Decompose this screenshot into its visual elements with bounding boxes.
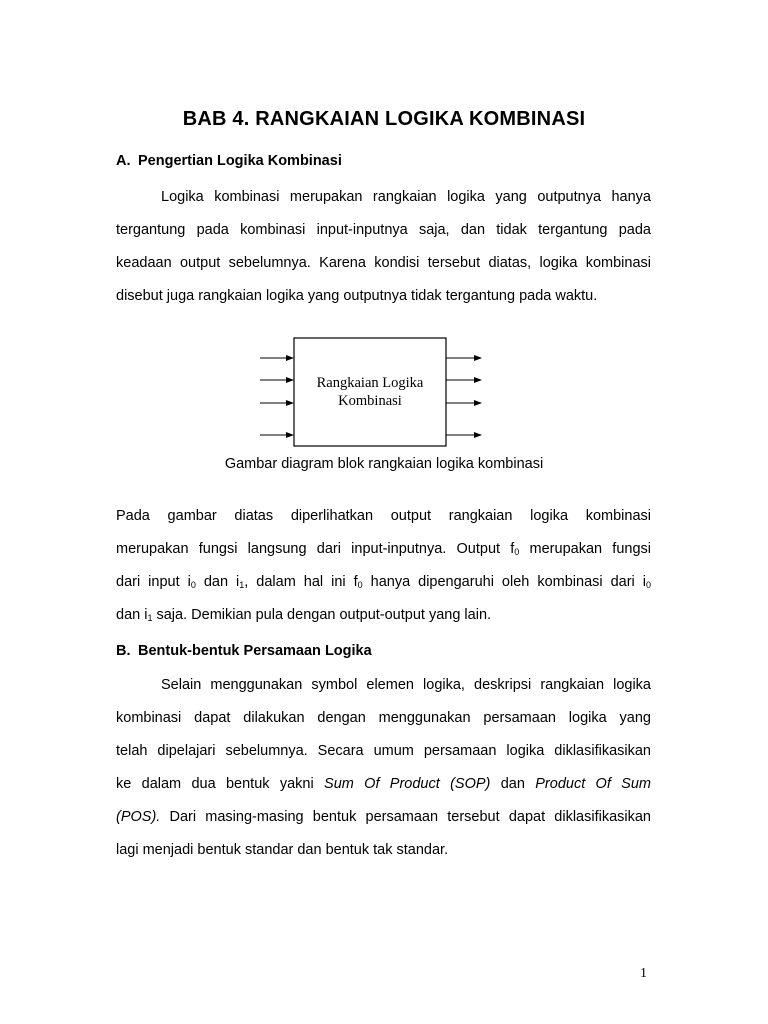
figure-caption: Gambar diagram blok rangkaian logika kombinasi: [224, 456, 544, 472]
paragraph-line: keadaan output sebelumnya. Karena kondisi tersebut diatas, logika kombinasi: [116, 255, 651, 271]
section-b-heading-text: Bentuk-bentuk Persamaan Logika: [138, 643, 372, 659]
paragraph-line: tergantung pada kombinasi input-inputnya saja, dan tidak tergantung pada: [116, 222, 651, 238]
section-b-heading: [116, 643, 372, 659]
logic-block-label-line: Kombinasi: [338, 393, 402, 409]
section-b-letter: B.: [116, 643, 131, 659]
paragraph-line: (POS). Dari masing-masing bentuk persamaan tersebut dapat diklasifikasikan: [116, 809, 651, 825]
subscript: 0: [190, 580, 196, 590]
diagram-explanation-paragraph: [116, 500, 651, 632]
subscript: 1: [147, 613, 153, 623]
paragraph-line: disebut juga rangkaian logika yang outputnya tidak tergantung pada waktu.: [116, 288, 598, 304]
paragraph-line: Logika kombinasi merupakan rangkaian logika yang outputnya hanya: [161, 189, 651, 205]
section-a-heading: [116, 153, 342, 169]
subscript: 0: [514, 547, 520, 557]
pos-term: Product Of Sum: [535, 776, 651, 792]
subscript: 1: [239, 580, 245, 590]
paragraph-line: lagi menjadi bentuk standar dan bentuk tak standar.: [116, 842, 449, 858]
subscript: 0: [645, 580, 651, 590]
section-a-heading-text: Pengertian Logika Kombinasi: [138, 153, 342, 169]
page-number: 1: [640, 966, 647, 981]
section-a-letter: A.: [116, 153, 131, 169]
pos-term: (POS).: [116, 809, 161, 825]
logic-block-label: [295, 374, 445, 410]
section-b-paragraph: [116, 669, 651, 867]
paragraph-line: Selain menggunakan symbol elemen logika, deskripsi rangkaian logika: [161, 677, 651, 693]
section-a-paragraph: [116, 181, 651, 313]
paragraph-line: dan $i_1$ saja. Demikian pula dengan output-output yang lain.: [116, 607, 492, 623]
paragraph-line: dari input $i_0$ dan $i_1$, dalam hal ini $f_0$ hanya dipengaruhi oleh kombinasi dari $i_0$: [116, 574, 651, 590]
logic-block-label-line: Rangkaian Logika: [316, 375, 424, 391]
paragraph-line: ke dalam dua bentuk yakni Sum Of Product (SOP) dan Product Of Sum: [116, 776, 651, 792]
paragraph-line: kombinasi dapat dilakukan dengan menggunakan persamaan logika yang: [116, 710, 651, 726]
document-title: BAB 4. RANGKAIAN LOGIKA KOMBINASI: [182, 108, 586, 130]
subscript: 0: [357, 580, 363, 590]
sop-term: Sum Of Product (SOP): [324, 776, 491, 792]
paragraph-line: merupakan fungsi langsung dari input-inputnya. Output $f_0$ merupakan fungsi: [116, 541, 651, 557]
paragraph-line: Pada gambar diatas diperlihatkan output rangkaian logika kombinasi: [116, 508, 651, 524]
paragraph-line: telah dipelajari sebelumnya. Secara umum persamaan logika diklasifikasikan: [116, 743, 651, 759]
